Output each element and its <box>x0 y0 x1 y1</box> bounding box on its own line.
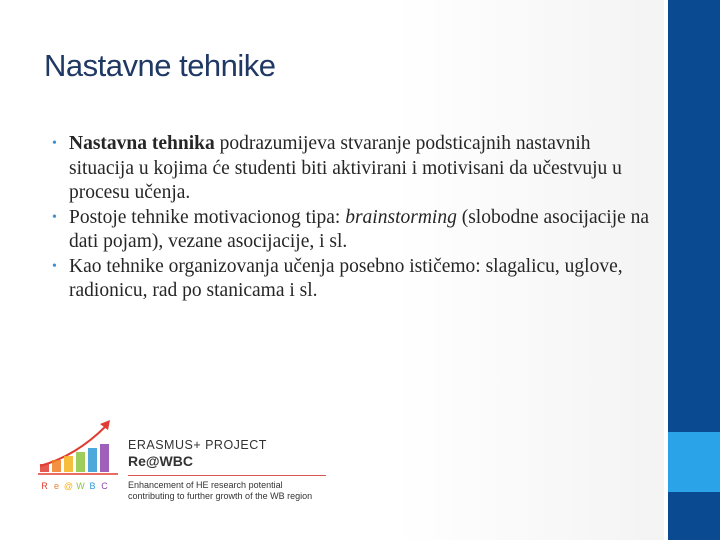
bullet-italic-term: brainstorming <box>345 206 457 228</box>
bullet-item <box>52 132 652 206</box>
bullet-bold-term: Nastavna tehnika <box>69 133 215 154</box>
logo-letter: e <box>53 481 60 491</box>
bullet-dot: • <box>52 258 57 274</box>
logo-arrow-head <box>100 420 110 430</box>
bullet-dot: • <box>52 136 57 151</box>
logo-text <box>128 438 326 502</box>
logo-letter: W <box>76 481 85 491</box>
logo-tagline-1: Enhancement of HE research potential <box>128 480 283 490</box>
slide-title: Nastavne tehnike <box>44 48 276 83</box>
bullet-text: Postoje tehnike motivacionog tipa: <box>69 206 346 228</box>
logo-letter: R <box>41 481 48 491</box>
logo-bar <box>88 448 97 472</box>
logo-tagline-2: contributing to further growth of the WB region <box>128 491 313 501</box>
logo-bar <box>64 456 73 472</box>
bullet-item <box>52 255 652 304</box>
logo-bar <box>40 464 49 472</box>
logo-letter: @ <box>63 481 74 491</box>
bullet-text: podrazumijeva stvaranje podsticajnih nastavnih situacija u kojima će studenti biti aktivirani i motivisani da učestvuju u procesu učenja. <box>69 133 622 203</box>
logo-bar <box>76 452 85 472</box>
logo-letters <box>41 481 108 491</box>
bullet-text: (slobodne asocijacije na dati pojam), vezane asocijacije, i sl. <box>69 206 650 252</box>
logo-divider <box>128 475 326 476</box>
logo-bar <box>100 444 109 472</box>
logo-letter: C <box>101 481 108 491</box>
bullet-list <box>52 132 652 304</box>
side-accent <box>668 432 720 492</box>
logo-project-label: ERASMUS+ PROJECT <box>128 438 267 452</box>
bullet-item <box>52 206 652 255</box>
logo-bars <box>40 444 109 472</box>
logo-project-name: Re@WBC <box>128 453 193 469</box>
logo-letter: B <box>89 481 96 491</box>
bullet-text: Kao tehnike organizovanja učenja posebno ističemo: slagalicu, uglove, radionicu, rad po stanicama i sl. <box>69 255 623 301</box>
bullet-dot: • <box>52 209 57 225</box>
logo-bar <box>52 460 61 472</box>
